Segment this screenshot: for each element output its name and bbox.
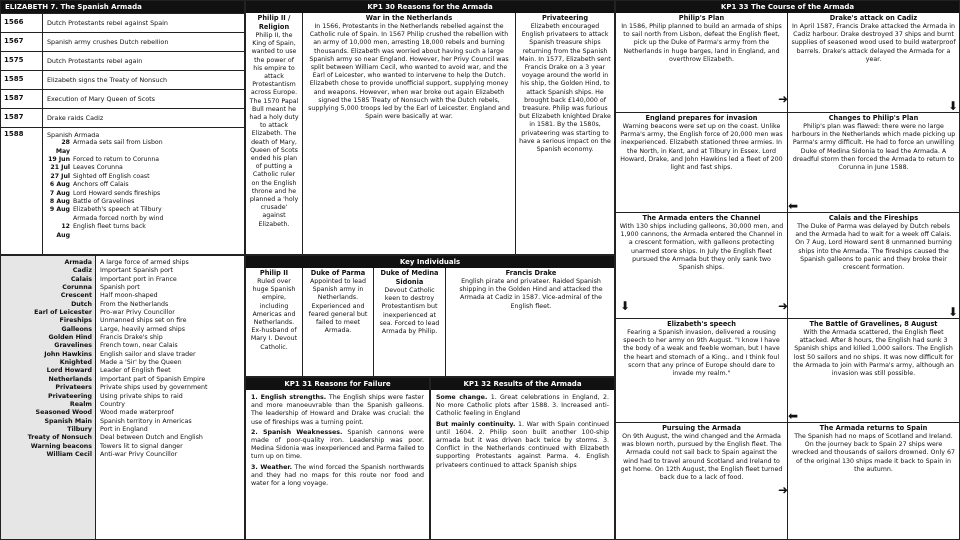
keyword-term: Gravelines <box>54 342 92 350</box>
keyword-term: Treaty of Nonsuch <box>27 434 92 442</box>
keyword-definition: Francis Drake's ship <box>100 334 163 342</box>
failure-list <box>246 390 429 494</box>
course-step-title: England prepares for invasion <box>645 114 758 122</box>
reason-war-title: War in the Netherlands <box>365 14 453 22</box>
keyword-row <box>1 443 244 451</box>
armada-1588-events <box>43 128 244 243</box>
arrow-right-icon: ➜ <box>778 92 789 106</box>
individual-text: Appointed to lead Spanish army in Netherlands. Experienced and feared general but failed to meet Armada. <box>308 278 368 335</box>
keyword-definition: Country <box>100 400 126 408</box>
course-step-text: On 9th August, the wind changed and the Armada was blown north, pursued by the English fleet. The Armada could not sail back to Spain against the wind had to travel around Scotland and Ireland to get home. On 12th August, the English fleet turned back due to a lack of food. <box>620 433 783 482</box>
keyword-term: John Hawkins <box>44 350 92 358</box>
sub-event-text: Lord Howard sends fireships <box>73 189 161 197</box>
failure-reason-text: The wind forced the Spanish northwards and they had no maps for this route nor food and water for a long voyage. <box>251 463 424 488</box>
keyword-term: Calais <box>70 275 92 283</box>
course-step-text: In April 1587, Francis Drake attacked the Armada in Cadiz harbour. Drake destroyed 37 ships and burnt supplies of seasoned wood used to build waterproof barrels. Drake's attack delayed the Armada for a year. <box>791 23 956 63</box>
failure-reason <box>251 464 424 489</box>
keyword-row <box>1 401 244 409</box>
failure-reason-lead: 3. Weather. <box>251 463 293 471</box>
arrow-right-icon: ➜ <box>778 299 789 313</box>
sub-event-text: Sighted off English coast <box>73 172 150 180</box>
timeline-year: 1587 <box>1 109 43 128</box>
keyword-row <box>1 384 244 392</box>
failure-header: KP1 31 Reasons for Failure <box>246 378 429 390</box>
individual-card <box>374 268 446 376</box>
course-step-text: Philip's plan was flawed: there were no large harbours in the Netherlands which made picking up Parma's army difficult. He had to force an unwilling Duke of Medina Sidonia to lead the Armada. A dreadful storm then forced the Armada to return to Corunna in June 1588. <box>791 123 956 172</box>
individual-card <box>303 268 374 376</box>
course-step <box>616 423 788 539</box>
individual-name: Duke of Parma <box>310 269 366 277</box>
keyword-term: Galleons <box>61 325 92 333</box>
course-step <box>616 213 788 319</box>
keyword-term: Privateering <box>47 392 92 400</box>
keyword-definition: Anti-war Privy Councillor <box>100 450 178 458</box>
keyword-term: Warning beacons <box>30 442 92 450</box>
timeline-row <box>1 51 244 70</box>
keywords-list <box>1 256 244 459</box>
reasons-panel <box>245 0 615 255</box>
individual-name: Francis Drake <box>505 269 557 277</box>
individual-name: Philip II <box>259 269 289 277</box>
individual-card <box>446 268 615 376</box>
keyword-row <box>1 351 244 359</box>
individual-text: English pirate and privateer. Raided Spanish shipping in the Golden Hind and attacked the Armada at Cadiz in 1587. Vice-admiral of the English fleet. <box>459 278 603 310</box>
sub-event-text: Forced to return to Corunna <box>73 156 160 164</box>
keyword-term: Lord Howard <box>46 367 92 375</box>
armada-result-lead: But mainly continuity. <box>436 420 516 428</box>
armada-result-lead: Some change. <box>436 394 488 401</box>
individuals-panel <box>245 255 615 377</box>
course-header: KP1 33 The Course of the Armada <box>616 1 959 13</box>
individual-card <box>246 268 303 376</box>
timeline-year: 1575 <box>1 52 43 71</box>
course-step-title: The Armada enters the Channel <box>642 214 761 222</box>
keyword-row <box>1 418 244 426</box>
timeline-row <box>1 32 244 51</box>
keyword-definition: Pro-war Privy Councillor <box>100 309 175 317</box>
keyword-definition: Using private ships to raid <box>100 392 183 400</box>
keyword-term: Armada <box>64 259 92 266</box>
reason-war-netherlands <box>303 13 516 255</box>
course-panel <box>615 0 960 540</box>
keyword-row <box>1 342 244 350</box>
course-step-title: Elizabeth's speech <box>667 320 736 328</box>
arrow-left-icon: ⬅ <box>788 409 799 423</box>
timeline-event: Dutch Protestants rebel against Spain <box>47 19 168 27</box>
keyword-row <box>1 301 244 309</box>
timeline-sub-event <box>47 139 240 156</box>
results-header: KP1 32 Results of the Armada <box>431 378 614 390</box>
reason-philip <box>246 13 303 255</box>
timeline-sub-event <box>47 198 240 206</box>
keyword-definition: Made a 'Sir' by the Queen <box>100 359 182 367</box>
timeline-sub-event <box>47 190 240 198</box>
keyword-row <box>1 334 244 342</box>
sub-event-date: 27 Jul <box>50 172 70 180</box>
keyword-row <box>1 393 244 401</box>
keyword-definition: Spanish territory in Americas <box>100 417 192 425</box>
keyword-definition: Deal between Dutch and English <box>100 434 203 442</box>
keyword-row <box>1 326 244 334</box>
keyword-term: Crescent <box>60 292 92 300</box>
timeline-year: 1588 <box>1 128 43 255</box>
keyword-definition: A large force of armed ships <box>100 259 189 266</box>
keyword-row <box>1 451 244 459</box>
arrow-left-icon: ⬅ <box>788 199 799 213</box>
course-step <box>788 319 959 423</box>
keyword-definition: Unmanned ships set on fire <box>100 317 187 325</box>
keyword-row <box>1 359 244 367</box>
timeline-row-1588 <box>1 127 244 255</box>
failure-reason-text: Spanish cannons were made of poor-quality iron. Leadership was poor. Medina Sidonia was inexperienced and Parma failed to turn up on time. <box>251 428 424 461</box>
individual-name: Duke of Medina Sidonia <box>380 269 439 286</box>
armada-result-text: 1. Great celebrations in England, 2. No more Catholic plots after 1588. 3. Increased anti-Catholic feeling in England <box>436 394 609 418</box>
sub-event-text: Armada forced north by wind <box>73 214 164 222</box>
keyword-term: Seasoned Wood <box>35 409 92 417</box>
failure-panel <box>245 377 430 540</box>
armada-result <box>436 421 609 470</box>
sub-event-date <box>47 215 73 223</box>
course-step-title: Pursuing the Armada <box>662 424 741 432</box>
keyword-row <box>1 267 244 275</box>
keyword-row <box>1 259 244 267</box>
course-step-text: The Duke of Parma was delayed by Dutch rebels and the Armada had to wait for a week off Calais. On 7 Aug, Lord Howard sent 8 unmanned burning ships into the Armada. The fireships caused the Spanish galleons to panic and they broke their crescent formation. <box>795 223 952 272</box>
timeline-sub-event <box>47 181 240 189</box>
keyword-definition: From the Netherlands <box>100 300 169 308</box>
timeline-sub-event <box>47 156 240 164</box>
sub-event-date: 6 Aug <box>49 181 70 189</box>
arrow-down-icon: ⬇ <box>620 299 631 313</box>
timeline-year: 1567 <box>1 33 43 52</box>
course-step <box>788 113 959 213</box>
keyword-term: Realm <box>69 400 92 408</box>
course-step-title: Changes to Philip's Plan <box>828 114 919 122</box>
timeline-header: ELIZABETH 7. The Spanish Armada <box>1 1 244 13</box>
keyword-term: Dutch <box>71 300 92 308</box>
timeline-event: Elizabeth signs the Treaty of Nonsuch <box>47 76 168 84</box>
timeline-row <box>1 89 244 108</box>
course-step <box>788 13 959 113</box>
sub-event-date: 8 Aug <box>49 198 70 206</box>
timeline-panel <box>0 0 245 255</box>
keyword-definition: Important Spanish port <box>100 267 173 275</box>
armada-result-text: 1. War with Spain continued until 1604. 2. Philip soon built another 100-ship armada but it was driven back twice by storms. 3. Conflict in the Netherlands continued with Elizabeth supporting Protestants against Parma. 4. English privateers continued to attack Spanish ships <box>436 420 609 469</box>
keyword-row <box>1 284 244 292</box>
timeline-year: 1587 <box>1 90 43 109</box>
timeline-event: Execution of Mary Queen of Scots <box>47 95 155 103</box>
keyword-definition: Large, heavily armed ships <box>100 325 186 333</box>
timeline-sub-event <box>47 206 240 214</box>
keyword-definition: English sailor and slave trader <box>100 350 196 358</box>
timeline-row <box>1 108 244 127</box>
timeline-event: Spanish army crushes Dutch rebellion <box>47 38 169 46</box>
failure-reason <box>251 429 424 462</box>
keyword-term: Golden Hind <box>48 334 92 342</box>
sub-event-date: 9 Aug <box>49 206 70 214</box>
sub-event-date: 7 Aug <box>49 189 70 197</box>
individuals-header: Key Individuals <box>246 256 614 268</box>
keyword-row <box>1 434 244 442</box>
keyword-definition: Important port in France <box>100 275 177 283</box>
reason-philip-text: Philip II, the King of Spain, wanted to use the power of his empire to attack Protestantism across Europe. The 1570 Papal Bull meant he had a holy duty to attack Elizabeth. The death of Mary, Queen of Scots ended his plan of putting a Catholic ruler on the English throne and he planned a 'holy crusade' against Elizabeth. <box>249 32 299 228</box>
reason-privateering <box>516 13 614 255</box>
sub-event-date: 12 Aug <box>56 223 70 239</box>
keyword-definition: Important part of Spanish Empire <box>100 375 206 383</box>
timeline-sub-event <box>47 164 240 172</box>
timeline-sub-event <box>47 215 240 223</box>
arrow-down-icon: ⬇ <box>948 99 959 113</box>
keyword-term: Fireships <box>59 317 92 325</box>
failure-reason-lead: 1. English strengths. <box>251 394 327 401</box>
keyword-row <box>1 309 244 317</box>
sub-event-text: Armada sets sail from Lisbon <box>73 139 163 147</box>
course-step-title: Calais and the Fireships <box>828 214 919 222</box>
course-step-title: The Battle of Gravelines, 8 August <box>809 320 938 328</box>
sub-event-date: 28 May <box>55 139 70 155</box>
course-step <box>788 213 959 319</box>
keyword-definition: Port in England <box>100 425 148 433</box>
course-step-text: The Spanish had no maps of Scotland and Ireland. On the journey back to Spain 27 ships were wrecked and thousands of sailors drowned. Only 67 of the original 130 ships made it back to Spain in the autumn. <box>792 433 955 473</box>
keyword-definition: Half moon-shaped <box>100 292 158 300</box>
keyword-row <box>1 367 244 375</box>
arrow-right-icon: ➜ <box>778 483 789 497</box>
sub-event-text: Battle of Gravelines <box>73 198 135 206</box>
keywords-panel <box>0 255 245 540</box>
course-step-title: Philip's Plan <box>678 14 725 22</box>
course-step-text: In 1586, Philip planned to build an armada of ships to sail north from Lisbon, defeat the English fleet, pick up the Duke of Parma's army from the Netherlands in huge barges, land in England, and overthrow Elizabeth. <box>621 23 782 63</box>
reasons-header: KP1 30 Reasons for the Armada <box>246 1 614 13</box>
timeline-row <box>1 70 244 89</box>
keyword-definition: Towers lit to signal danger <box>100 442 183 450</box>
sub-event-date: 19 Jun <box>48 156 70 164</box>
reason-privateering-title: Privateering <box>541 14 589 22</box>
keyword-term: William Cecil <box>46 450 92 458</box>
keyword-term: Netherlands <box>48 375 92 383</box>
course-step <box>616 319 788 423</box>
timeline-sub-event <box>47 223 240 240</box>
keyword-definition: Private ships used by government <box>100 384 208 392</box>
results-panel <box>430 377 615 540</box>
individual-text: Ruled over huge Spanish empire, including Americas and Netherlands. Ex-husband of Mary I. Devout Catholic. <box>250 278 298 351</box>
keyword-term: Spanish Main <box>44 417 92 425</box>
keyword-term: Knighted <box>59 359 92 367</box>
keyword-definition: French town, near Calais <box>100 342 178 350</box>
keyword-definition: Spanish port <box>100 284 140 292</box>
keyword-term: Privateers <box>55 384 92 392</box>
sub-event-date: 21 Jul <box>50 164 70 172</box>
armada-1588-sub-events <box>47 139 240 240</box>
course-step-text: Warning beacons were set up on the coast. Unlike Parma's army, the English force of 20,000 men was inexperienced. Elizabeth stationed three armies. In the North, in Kent, and at Tilbury in Essex. Lord Howard, Drake, and John Hawkins led a fleet of 200 light and fast ships. <box>620 123 783 172</box>
course-step <box>616 113 788 213</box>
timeline-year: 1585 <box>1 71 43 90</box>
keyword-term: Tilbury <box>67 425 92 433</box>
results-list <box>431 390 614 476</box>
keyword-row <box>1 292 244 300</box>
timeline-year: 1566 <box>1 14 43 33</box>
keyword-row <box>1 376 244 384</box>
timeline-event: Drake raids Cadiz <box>47 114 104 122</box>
armada-result <box>436 394 609 419</box>
sub-event-text: Anchors off Calais <box>73 181 129 189</box>
course-step-text: With the Armada scattered, the English fleet attacked. After 8 hours, the English had sunk 3 Spanish ships and killed 1,000 sailors. The English lost 50 sailors and no ships. It was now difficult for the Armada to join with Parma's army, although an invasion was still possible. <box>793 329 954 378</box>
keyword-row <box>1 317 244 325</box>
individual-text: Devout Catholic keen to destroy Protestantism but inexperienced at sea. Forced to lead Armada by Philip. <box>379 287 440 336</box>
timeline-row <box>1 13 244 32</box>
keyword-term: Earl of Leicester <box>34 309 92 317</box>
timeline-event: Spanish Armada <box>47 131 100 139</box>
keyword-row <box>1 276 244 284</box>
keyword-term: Corunna <box>62 284 92 292</box>
keyword-term: Cadiz <box>72 267 92 275</box>
timeline-sub-event <box>47 173 240 181</box>
keyword-definition: Wood made waterproof <box>100 409 174 417</box>
failure-reason-lead: 2. Spanish Weaknesses. <box>251 428 343 436</box>
course-step <box>788 423 959 539</box>
keyword-row <box>1 426 244 434</box>
keyword-row <box>1 409 244 417</box>
timeline-event: Dutch Protestants rebel again <box>47 57 143 65</box>
course-step-text: Fearing a Spanish invasion, delivered a rousing speech to her army on 9th August. "I know I have the body of a weak and feeble woman, but I have the heart and stomach of a King.. and I think foul scorn that any prince of Europe should dare to invade my realm." <box>623 329 780 378</box>
reason-war-text: In 1566, Protestants in the Netherlands rebelled against the Catholic rule of Spain. In 1567 Philip crushed the rebellion with an army of 10,000 men, arresting 18,000 rebels and burning thousands. Elizabeth was worried about having such a large Spanish army so near England. However, her Privy Council was split between William Cecil, who wanted to avoid war, and the Earl of Leicester, who wanted to intervene to help the Dutch. Elizabeth chose to provide unofficial support, supplying money and weapons. However, when war broke out again Elizabeth signed the 1585 Treaty of Nonsuch with the Dutch rebels, supplying 5,000 troops led by the Earl of Leicester. England and Spain were basically at war. <box>308 23 510 121</box>
reason-privateering-text: Elizabeth encouraged English privateers to attack Spanish treasure ships returning from the Spanish Main. In 1577, Elizabeth sent Francis Drake on a 3 year voyage around the world in his ship, the Golden Hind, to attack Spanish ships. He brought back £140,000 of treasure. Philip was furious but Elizabeth knighted Drake in 1581. By the 1580s, privateering was starting to have a serious impact on the Spanish economy. <box>519 23 611 154</box>
sub-event-text: Leaves Corunna <box>73 164 123 172</box>
arrow-down-icon: ⬇ <box>948 305 959 319</box>
course-step <box>616 13 788 113</box>
reason-philip-title: Philip II / Religion <box>257 14 291 31</box>
course-step-text: With 130 ships including galleons, 30,000 men, and 1,900 cannons, the Armada entered the Channel in a crescent formation, with galleons protecting unarmed store ships. In July the English fleet pursued the Armada but they only sank two Spanish ships. <box>619 223 784 272</box>
course-step-title: The Armada returns to Spain <box>819 424 928 432</box>
keyword-definition: Leader of English fleet <box>100 367 171 375</box>
sub-event-text: English fleet turns back <box>73 223 146 231</box>
failure-reason <box>251 394 424 427</box>
individuals-row <box>246 268 614 376</box>
sub-event-text: Elizabeth's speech at Tilbury <box>73 206 162 214</box>
failure-reason-text: The English ships were faster and more manoeuvrable than the Spanish galleons. The leadership of Howard and Drake was crucial: the use of fireships was a turning point. <box>251 394 424 426</box>
course-step-title: Drake's attack on Cadiz <box>829 14 918 22</box>
